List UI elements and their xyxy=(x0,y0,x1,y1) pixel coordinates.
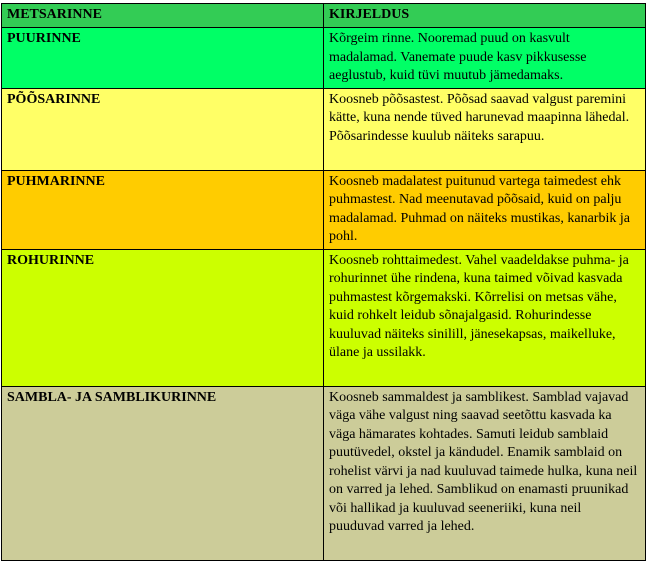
table-row xyxy=(2,249,646,386)
layer-name: PUURINNE xyxy=(2,28,324,89)
layer-description: Kõrgeim rinne. Nooremad puud on kasvult madalamad. Vanemate puude kasv pikkusesse aeglustub, kuid tüvi muutub jämedamaks. xyxy=(324,28,646,89)
header-description: KIRJELDUS xyxy=(324,4,646,28)
table-row xyxy=(2,170,646,249)
table-row xyxy=(2,386,646,560)
table-header-row xyxy=(2,4,646,28)
layer-description: Koosneb madalatest puitunud vartega taimedest ehk puhmastest. Nad meenutavad põõsaid, kuid on palju madalamad. Puhmad on näiteks mustikas, kanarbik ja pohl. xyxy=(324,170,646,249)
layer-name: PÕÕSARINNE xyxy=(2,88,324,170)
table-row xyxy=(2,88,646,170)
layer-description: Koosneb põõsastest. Põõsad saavad valgust paremini kätte, kuna nende tüved harunevad maapinna lähedal. Põõsarindesse kuulub näiteks sarapuu. xyxy=(324,88,646,170)
layer-description: Koosneb rohttaimedest. Vahel vaadeldakse puhma- ja rohurinnet ühe rindena, kuna taimed võivad kasvada puhmastest kõrgemakski. Kõrrelisi on metsas vähe, kuid rohkelt leidub sõnajalgasid. Rohurindesse kuuluvad näiteks sinilill, jänesekapsas, maikelluke, ülane ja ussilakk. xyxy=(324,249,646,386)
layer-name: PUHMARINNE xyxy=(2,170,324,249)
layer-name: SAMBLA- JA SAMBLIKURINNE xyxy=(2,386,324,560)
layer-name: ROHURINNE xyxy=(2,249,324,386)
header-layer: METSARINNE xyxy=(2,4,324,28)
layer-description: Koosneb sammaldest ja samblikest. Samblad vajavad väga vähe valgust ning saavad seetõttu kasvada ka väga hämarates kohtades. Samuti leidub samblaid puutüvedel, okstel ja kändudel. Enamik samblaid on rohelist värvi ja nad kuuluvad taimede hulka, kuna neil on varred ja lehed. Samblikud on enamasti pruunikad või hallikad ja kuuluvad seeneriiki, kuna neil puuduvad varred ja lehed. xyxy=(324,386,646,560)
table-row xyxy=(2,28,646,89)
forest-layers-table xyxy=(1,3,646,561)
